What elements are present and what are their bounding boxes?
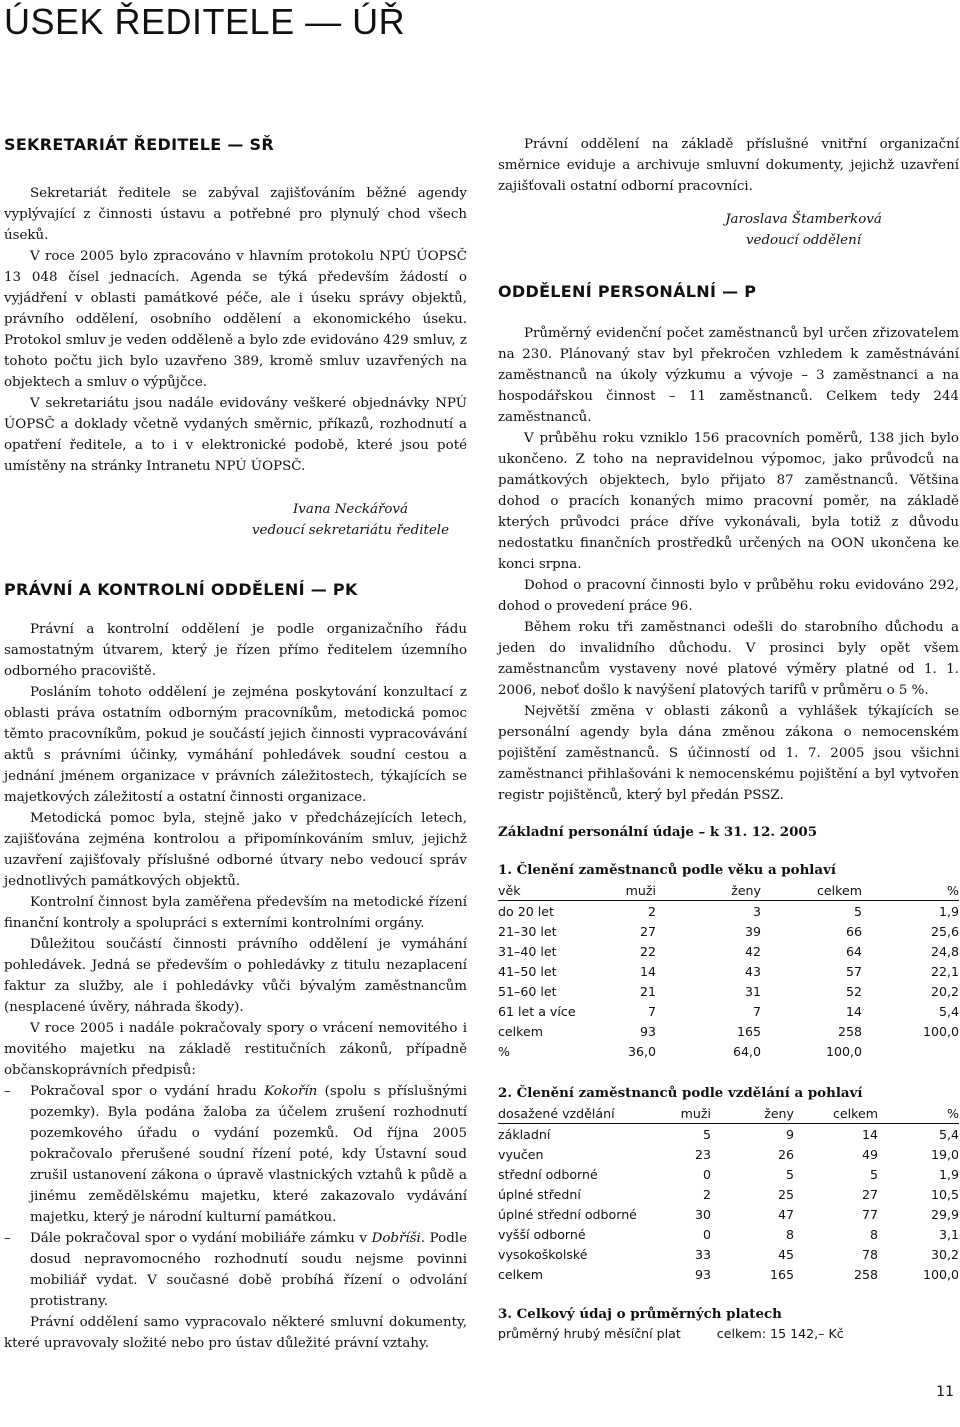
table-cell xyxy=(862,1041,959,1061)
secretariat-paragraph: Sekretariát ředitele se zabýval zajišťováním běžné agendy vyplývající z činnosti ústavu a potřebné pro plynulý chod všech úseků. xyxy=(4,186,467,243)
table-row xyxy=(498,1021,959,1041)
table-row xyxy=(498,1224,959,1244)
table-cell: 39 xyxy=(744,923,761,939)
table-row xyxy=(498,1144,959,1164)
table-cell: 51–60 let xyxy=(498,983,557,999)
table-cell: 258 xyxy=(853,1266,878,1282)
table-cell: 27 xyxy=(639,923,656,939)
legal-heading: PRÁVNÍ A KONTROLNÍ ODDĚLENÍ — PK xyxy=(4,580,358,599)
table-cell: 66 xyxy=(845,923,862,939)
table-header-cell: celkem xyxy=(761,880,862,901)
secretariat-heading: SEKRETARIÁT ŘEDITELE — SŘ xyxy=(4,135,274,154)
table-cell: 0 xyxy=(702,1226,711,1242)
legal-paragraph: Posláním tohoto oddělení je zejména poskytování konzultací z oblasti práva ostatním odborným pracovníkům, metodická pomoc těmto pracovníkům, pokud je součástí jejich činnosti vypracovávání aktů s právními účinky, vymáhání pohledávek soudní cestou a jednání jménem organizace v právních záležitostech, týkajících se majetkových záležitostí a ostatní činnosti organizace. xyxy=(4,685,467,805)
table-cell: 78 xyxy=(861,1246,878,1262)
table-header-cell: ženy xyxy=(656,880,761,901)
salary-label: průměrný hrubý měsíční plat xyxy=(498,1326,681,1341)
personnel-paragraph: Během roku tři zaměstnanci odešli do starobního důchodu a jeden do invalidního důchodu. V prosinci byly opět všem zaměstnancům vystaveny nové platové výměry platné od 1. 1. 2006, neboť došlo k navýšení platových tarifů v průměru o 5 %. xyxy=(498,620,959,698)
table-cell: střední odborné xyxy=(498,1166,598,1182)
table-cell: 14 xyxy=(861,1126,878,1142)
table-cell: 21–30 let xyxy=(498,923,557,939)
table-cell: 41–50 let xyxy=(498,963,557,979)
table-row xyxy=(498,1264,959,1284)
table-cell: 64,0 xyxy=(732,1043,761,1059)
table-cell: 61 let a více xyxy=(498,1003,576,1019)
table-header-row xyxy=(498,880,959,901)
secretariat-signature xyxy=(4,499,467,541)
signature-name: Jaroslava Štamberková xyxy=(725,212,882,227)
table-cell: 42 xyxy=(744,943,761,959)
table-cell: 165 xyxy=(769,1266,794,1282)
table-cell: úplné střední odborné xyxy=(498,1206,637,1222)
signature-name: Ivana Neckářová xyxy=(293,502,408,517)
table-row xyxy=(498,961,959,981)
table-cell: 93 xyxy=(639,1023,656,1039)
table-row xyxy=(498,1164,959,1184)
table-header-cell: dosažené vzdělání xyxy=(498,1103,648,1124)
table-cell: 3,1 xyxy=(938,1226,959,1242)
table-cell: 0 xyxy=(702,1166,711,1182)
table-row xyxy=(498,941,959,961)
table-cell: 5 xyxy=(869,1166,878,1182)
table-cell: vysokoškolské xyxy=(498,1246,588,1262)
table-row xyxy=(498,1124,959,1145)
table-cell: 21 xyxy=(639,983,656,999)
table-cell: 5,4 xyxy=(938,1126,959,1142)
table-cell: % xyxy=(498,1043,510,1059)
table-cell: 24,8 xyxy=(930,943,959,959)
table-cell: 1,9 xyxy=(938,1166,959,1182)
table-cell: 30,2 xyxy=(930,1246,959,1262)
case-text: Pokračoval spor o vydání hradu xyxy=(30,1084,265,1099)
table-cell: 45 xyxy=(777,1246,794,1262)
case-place: Dobříši xyxy=(371,1231,421,1246)
legal-paragraph: V roce 2005 i nadále pokračovaly spory o vrácení nemovitého i movitého majetku na základě restitučních zákonů, případně občanskoprávních předpisů: xyxy=(4,1021,467,1078)
table-education-title: 2. Členění zaměstnanců podle vzdělání a pohlaví xyxy=(498,1085,863,1101)
table-cell: 27 xyxy=(861,1186,878,1202)
table-cell: 9 xyxy=(785,1126,794,1142)
table-cell: 31 xyxy=(744,983,761,999)
table-cell: 14 xyxy=(639,963,656,979)
table-cell: 36,0 xyxy=(627,1043,656,1059)
signature-role: vedoucí oddělení xyxy=(745,233,862,248)
table-row xyxy=(498,921,959,941)
table-cell: 258 xyxy=(837,1023,862,1039)
table-cell: 57 xyxy=(845,963,862,979)
table-cell: 5 xyxy=(702,1126,711,1142)
table-row xyxy=(498,1001,959,1021)
table-education xyxy=(498,1103,959,1284)
table-header-cell: % xyxy=(878,1103,959,1124)
table-cell: 1,9 xyxy=(938,903,959,919)
secretariat-paragraph: V roce 2005 bylo zpracováno v hlavním protokolu NPÚ ÚOPSČ 13 048 čísel jednacích. Agenda se týká především žádostí o vyjádření v oblasti památkové péče, ale i úseku správy objektů, právního oddělení, osobního oddělení a ekonomického úseku. Protokol smluv je veden odděleně a bylo zde evidováno 429 smluv, z tohoto počtu jich bylo uzavřeno 389, kromě smluv uzavřených na objektech a smluv o výpůjčce. xyxy=(4,249,467,390)
table-cell: 93 xyxy=(694,1266,711,1282)
table-cell: 23 xyxy=(694,1146,711,1162)
table-cell: 5 xyxy=(853,903,862,919)
table-cell: 47 xyxy=(777,1206,794,1222)
table-cell: 100,0 xyxy=(825,1043,862,1059)
table-cell: 100,0 xyxy=(922,1023,959,1039)
legal-paragraph: Kontrolní činnost byla zaměřena především na metodické řízení finanční kontroly a spolupráci s externími kontrolními orgány. xyxy=(4,895,467,931)
table-row xyxy=(498,1204,959,1224)
table-cell: 7 xyxy=(647,1003,656,1019)
table-cell: celkem xyxy=(498,1023,544,1039)
table-cell: 77 xyxy=(861,1206,878,1222)
table-cell: 64 xyxy=(845,943,862,959)
table-cell: 29,9 xyxy=(930,1206,959,1222)
table-cell: 5 xyxy=(785,1166,794,1182)
table-cell: 43 xyxy=(744,963,761,979)
table-row xyxy=(498,1184,959,1204)
table-cell: 7 xyxy=(752,1003,761,1019)
case-place: Kokořín xyxy=(264,1084,318,1099)
page-title: ÚSEK ŘEDITELE — ÚŘ xyxy=(4,1,406,42)
table-cell: vyšší odborné xyxy=(498,1226,586,1242)
table-row xyxy=(498,901,959,922)
legal-case-item: – Pokračoval spor o vydání hradu Kokořín (spolu s příslušnými pozemky). Byla podána žaloba za účelem zrušení rozhodnutí pozemkového úřadu o vydání pozemků. Od října 2005 pokračovalo přerušené soudní řízení poté, kdy Ústavní soud zrušil ustanovení zákona o úpravě vlastnických vztahů k půdě a jinému zemědělskému majetku, které zakazovalo vydávání majetku, který je národní kulturní památkou. xyxy=(4,1084,467,1225)
signature-role: vedoucí sekretariátu ředitele xyxy=(251,523,449,538)
legal-paragraph: Právní oddělení na základě příslušné vnitřní organizační směrnice eviduje a archivuje smluvní dokumenty, jejichž uzavření zajišťovali ostatní odborní pracovníci. xyxy=(498,137,959,194)
table-cell: 8 xyxy=(869,1226,878,1242)
table-header-cell: muži xyxy=(594,880,656,901)
table-header-row xyxy=(498,1103,959,1124)
table-cell: 33 xyxy=(694,1246,711,1262)
table-cell: 22 xyxy=(639,943,656,959)
salary-row xyxy=(498,1324,959,1344)
table-header-cell: muži xyxy=(648,1103,711,1124)
secretariat-paragraph: V sekretariátu jsou nadále evidovány veškeré objednávky NPÚ ÚOPSČ a doklady včetně vydaných směrnic, příkazů, rozhodnutí a opatření ředitele, a to i v elektronické podobě, které jsou poté umístěny na stránky Intranetu NPÚ ÚOPSČ. xyxy=(4,396,467,474)
table-row xyxy=(498,1041,959,1061)
table-cell: 165 xyxy=(736,1023,761,1039)
personnel-paragraph: Největší změna v oblasti zákonů a vyhlášek týkajících se personální agendy byla dána změnou zákona o nemocenském pojištění zaměstnanců. S účinností od 1. 7. 2005 jsou všichni zaměstnanci přihlašováni k nemocenskému pojištění a byl vytvořen registr pojištěnců, který byl předán PSSZ. xyxy=(498,704,959,803)
table-row xyxy=(498,1244,959,1264)
table-cell: 25 xyxy=(777,1186,794,1202)
legal-paragraph: Právní a kontrolní oddělení je podle organizačního řádu samostatným útvarem, který je řízen přímo ředitelem územního odborného pracoviště. xyxy=(4,622,467,679)
table-header-cell: věk xyxy=(498,880,594,901)
table-cell: vyučen xyxy=(498,1146,544,1162)
legal-signature xyxy=(498,209,959,251)
case-text: Dále pokračoval spor o vydání mobiliáře zámku v xyxy=(30,1231,372,1246)
table-cell: 100,0 xyxy=(922,1266,959,1282)
personnel-heading: ODDĚLENÍ PERSONÁLNÍ — P xyxy=(498,282,757,301)
table-cell: 31–40 let xyxy=(498,943,557,959)
basic-data-heading: Základní personální údaje – k 31. 12. 2005 xyxy=(498,824,818,840)
personnel-paragraph: Průměrný evidenční počet zaměstnanců byl určen zřizovatelem na 230. Plánovaný stav byl překročen vzhledem k zaměstnávání zaměstnanců na úkoly výzkumu a vývoje – 3 zaměstnanci a na hospodářskou činnost – 11 zaměstnanců. Celkem tedy 244 zaměstnanců. xyxy=(498,326,959,425)
legal-paragraph: Důležitou součástí činnosti právního oddělení je vymáhání pohledávek. Jedná se především o pohledávky z titulu nezaplacení faktur za služby, ale i pohledávky vůči bývalým zaměstnancům (nesplacené úvěry, náhrada škody). xyxy=(4,937,467,1015)
page-number: 11 xyxy=(936,1384,954,1400)
case-text: (spolu s příslušnými pozemky). Byla podána žaloba za účelem zrušení rozhodnutí pozemkového úřadu o vydání pozemků. Od října 2005 pokračovalo přerušené soudní řízení poté, kdy Ústavní soud zrušil ustanovení zákona o úpravě vlastnických vztahů k půdě a jinému zemědělskému majetku, které zakazovalo vydávání majetku, který je národní kulturní památkou. xyxy=(30,1084,467,1225)
legal-paragraph: Právní oddělení samo vypracovalo některé smluvní dokumenty, které upravovaly složité nebo pro ústav důležité právní vztahy. xyxy=(4,1315,467,1351)
legal-case-item: – Dále pokračoval spor o vydání mobiliáře zámku v Dobříši. Podle dosud nepravomocného rozhodnutí soudu nejsme povinni mobiliář vydat. V současné době probíhá řízení o odvolání protistrany. xyxy=(4,1231,467,1309)
table-cell: 8 xyxy=(785,1226,794,1242)
table-header-cell: celkem xyxy=(794,1103,878,1124)
salary-title: 3. Celkový údaj o průměrných platech xyxy=(498,1306,782,1322)
salary-value: celkem: 15 142,– Kč xyxy=(716,1326,844,1341)
table-cell: 22,1 xyxy=(930,963,959,979)
table-cell: do 20 let xyxy=(498,903,554,919)
table-cell: základní xyxy=(498,1126,551,1142)
table-cell: 2 xyxy=(647,903,656,919)
right-column xyxy=(498,134,959,1344)
legal-paragraph: Metodická pomoc byla, stejně jako v předcházejících letech, zajišťována zejména kontrolou a připomínkováním smluv, jejichž uzavření zajišťovaly příslušné odborné útvary nebo vedoucí správ jednotlivých památkových objektů. xyxy=(4,811,467,889)
left-column xyxy=(4,134,467,1354)
table-cell: 14 xyxy=(845,1003,862,1019)
table-cell: 26 xyxy=(777,1146,794,1162)
table-cell: 30 xyxy=(694,1206,711,1222)
table-age-title: 1. Členění zaměstnanců podle věku a pohlaví xyxy=(498,862,836,878)
table-age xyxy=(498,880,959,1061)
table-cell: 10,5 xyxy=(930,1186,959,1202)
table-cell: 52 xyxy=(845,983,862,999)
table-header-cell: % xyxy=(862,880,959,901)
table-cell: 20,2 xyxy=(930,983,959,999)
table-cell: 5,4 xyxy=(938,1003,959,1019)
table-cell: 3 xyxy=(752,903,761,919)
table-cell: 19,0 xyxy=(930,1146,959,1162)
personnel-paragraph: V průběhu roku vzniklo 156 pracovních poměrů, 138 jich bylo ukončeno. Z toho na nepravidelnou výpomoc, jako průvodců na památkových objektech, bylo přijato 87 zaměstnanců. Většina dohod o pracích konaných mimo pracovní poměr, na základě kterých průvodci práce dříve vykonávali, byla totiž z důvodu nedostatku finančních prostředků určených na OON ukončena ke konci srpna. xyxy=(498,431,959,572)
table-row xyxy=(498,981,959,1001)
table-cell: 2 xyxy=(702,1186,711,1202)
table-cell: 25,6 xyxy=(930,923,959,939)
table-cell: 49 xyxy=(861,1146,878,1162)
table-cell: celkem xyxy=(498,1266,544,1282)
case-text: . Podle dosud nepravomocného rozhodnutí soudu nejsme povinni mobiliář vydat. V současné době probíhá řízení o odvolání protistrany. xyxy=(30,1231,467,1309)
table-cell: úplné střední xyxy=(498,1186,581,1202)
personnel-paragraph: Dohod o pracovní činnosti bylo v průběhu roku evidováno 292, dohod o provedení práce 96. xyxy=(498,578,959,614)
table-header-cell: ženy xyxy=(711,1103,794,1124)
